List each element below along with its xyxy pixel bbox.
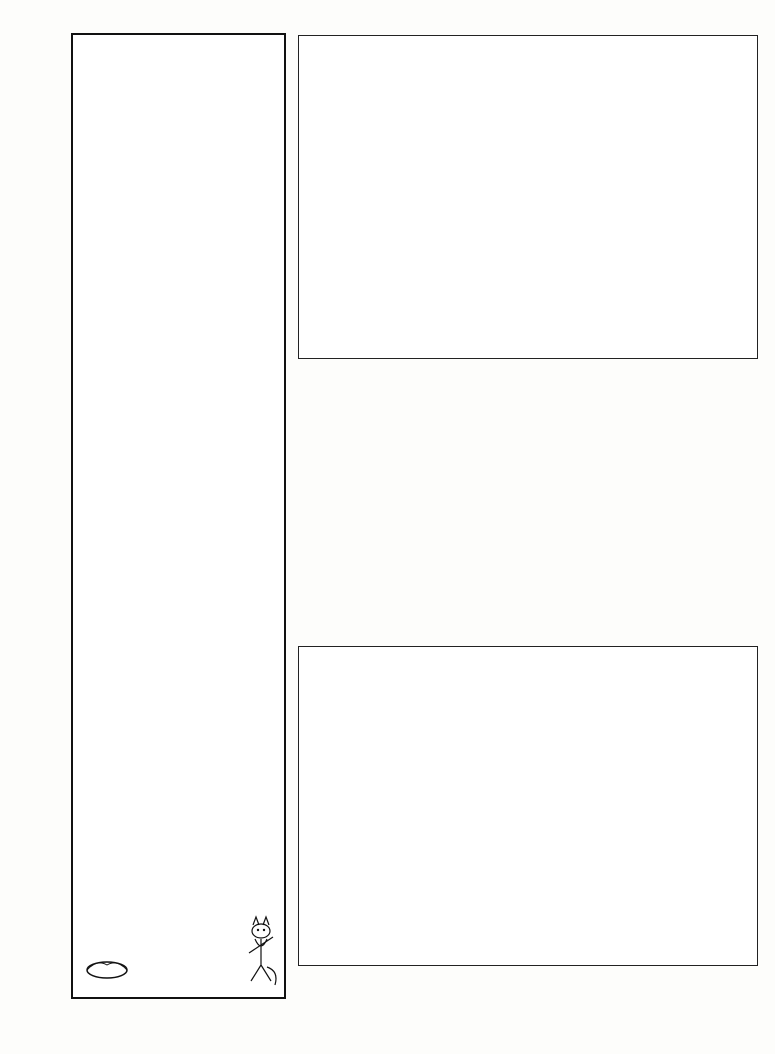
chart-panel-discharge xyxy=(298,646,758,966)
chart-panel-charge xyxy=(298,35,758,359)
fox-mascot-icon xyxy=(241,915,281,995)
charge-chart-svg xyxy=(299,36,759,360)
qa-item-3 xyxy=(83,546,283,552)
qa-item-2 xyxy=(83,329,283,335)
discharge-chart-svg xyxy=(299,647,759,967)
article-column-1 xyxy=(305,403,523,410)
qa-item-1 xyxy=(83,145,283,151)
fox-wings-logo xyxy=(85,955,129,985)
qa-sidebar xyxy=(71,33,286,999)
